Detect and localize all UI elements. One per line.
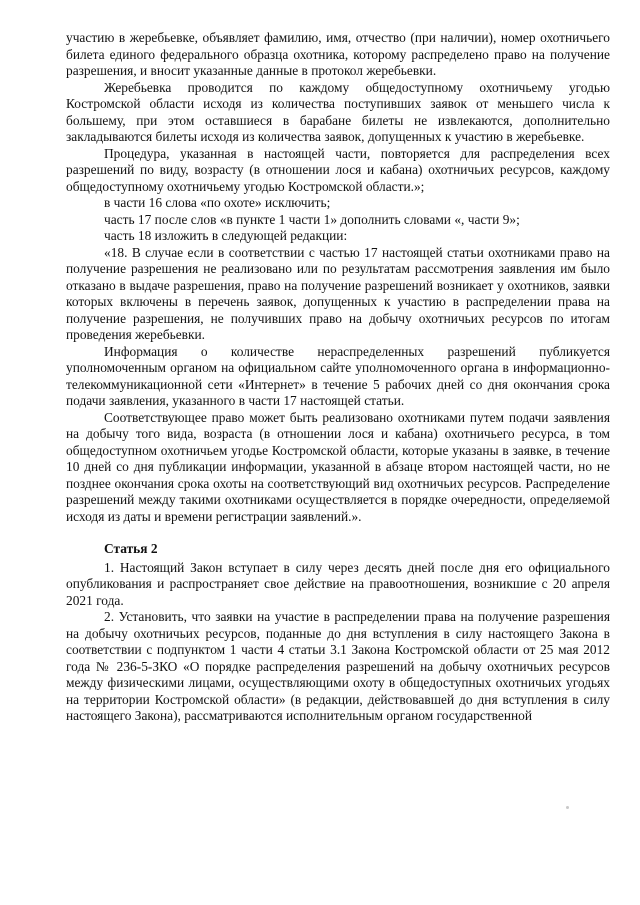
paragraph-lottery-procedure: Жеребьевка проводится по каждому общедоступному охотничьему угодью Костромской области исходя из количества поступивших заявок от меньшего числа к большему, при этом оставшиеся в барабане билеты не извлекаются, дополнительно закладываются билеты исходя из количества заявок, допущенных к участию в жеребьевке. (66, 79, 610, 144)
document-body (66, 30, 610, 725)
paragraph-right-realization: Соответствующее право может быть реализовано охотниками путем подачи заявления на добычу того вида, возраста (в отношении лося и кабана) охотничьего ресурса, в том общедоступном охотничьем угодье Костромской области, которые указаны в заявке, в течение 10 дней со дня публикации информации, указанной в абзаце втором настоящей части, но не позднее окончания срока охоты на соответствующий вид охотничьих ресурсов. Распределение разрешений между такими охотниками осуществляется в порядке очередности, определяемой исходя из даты и времени регистрации заявлений.». (66, 409, 610, 524)
amendment-part-17: часть 17 после слов «в пункте 1 части 1» дополнить словами «, части 9»; (104, 211, 520, 227)
article-2-clause-1: 1. Настоящий Закон вступает в силу через десять дней после дня его официального опубликования и распространяет свое действие на правоотношения, возникшие с 20 апреля 2021 года. (66, 559, 610, 608)
article-2-title: Статья 2 (104, 541, 158, 556)
paragraph-procedure-repeat: Процедура, указанная в настоящей части, повторяется для распределения всех разрешений по виду, возрасту (в отношении лося и кабана) охотничьих ресурсов, каждому общедоступному охотничьему угодью Костромской области.»; (66, 145, 610, 194)
scan-artifact (566, 806, 569, 809)
paragraph-continuation: участию в жеребьевке, объявляет фамилию, имя, отчество (при наличии), номер охотничьего билета единого федерального образца охотника, которому распределено право на получение разрешения, и вносит указанные данные в протокол жеребьевки. (66, 30, 610, 78)
article-2-clause-2: 2. Установить, что заявки на участие в распределении права на получение разрешения на добычу охотничьих ресурсов, поданные до дня вступления в силу настоящего Закона в соответствии с подпунктом 1 части 4 статьи 3.1 Закона Костромской области от 25 мая 2012 года № 236-5-ЗКО «О порядке распределения разрешений на добычу охотничьих ресурсов между физическими лицами, осуществляющими охоту в общедоступных охотничьих угодьях на территории Костромской области» (в редакции, действовавшей до дня вступления в силу настоящего Закона), рассматриваются исполнительным органом государственной (66, 609, 610, 723)
amendment-part-18: часть 18 изложить в следующей редакции: (104, 228, 348, 243)
amendment-part-16: в части 16 слова «по охоте» исключить; (104, 195, 331, 210)
paragraph-unallocated-info: Информация о количестве нераспределенных разрешений публикуется уполномоченным органом на официальном сайте уполномоченного органа в информационно-телекоммуникационной сети «Интернет» в течение 5 рабочих дней со дня окончания срока подачи заявления, указанного в части 17 настоящей статьи. (66, 343, 610, 408)
paragraph-part-18: «18. В случае если в соответствии с частью 17 настоящей статьи охотниками право на получение разрешения не реализовано или по результатам рассмотрения заявления им было отказано в выдаче разрешения, право на получение разрешений возникает у охотников, заявки которых включены в перечень заявок, допущенных к участию в распределении права на получение разрешения, не получивших право на добычу охотничьих ресурсов по итогам проведения жеребьевки. (66, 244, 610, 342)
